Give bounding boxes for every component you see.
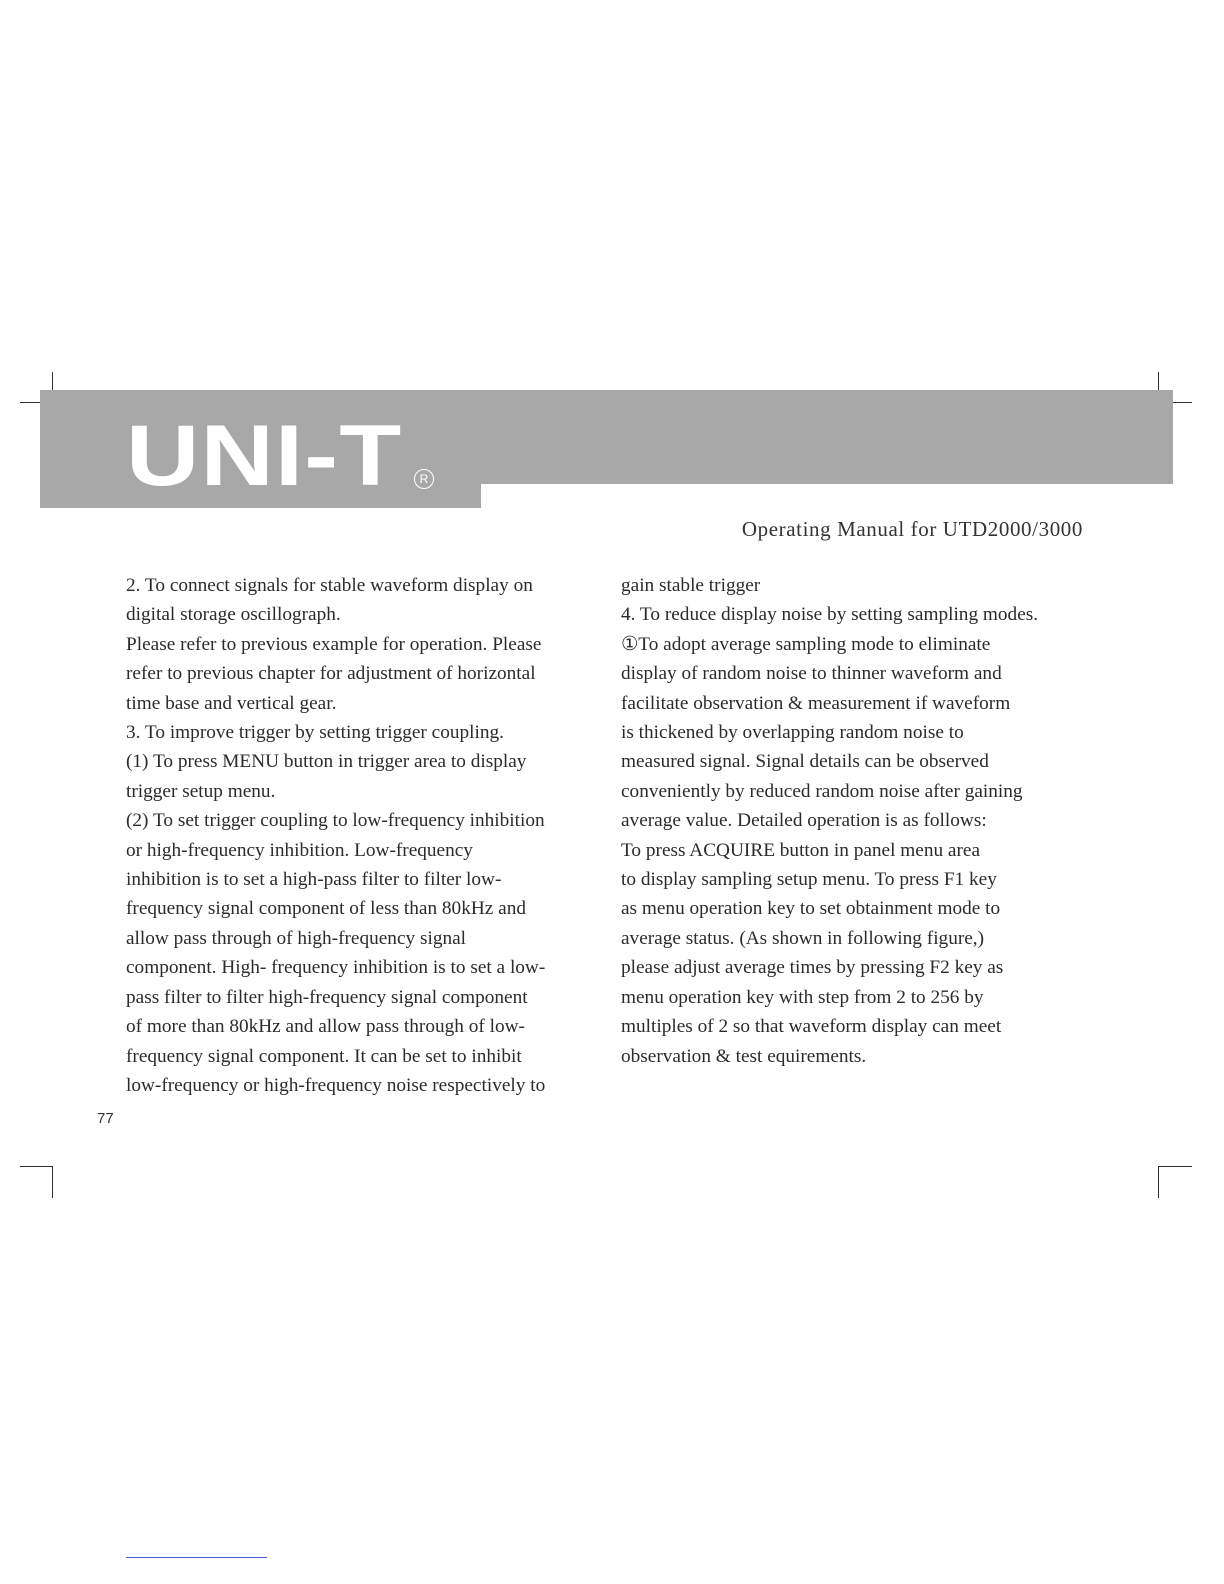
crop-mark-bottom-right-horizontal	[1158, 1166, 1192, 1167]
page-number: 77	[97, 1110, 114, 1127]
text-line: average status. (As shown in following figure,)	[621, 927, 985, 949]
text-line: 4. To reduce display noise by setting sampling modes.	[621, 604, 1039, 626]
crop-mark-bottom-right-vertical	[1158, 1166, 1159, 1198]
text-line: trigger setup menu.	[126, 780, 276, 802]
text-line: (2) To set trigger coupling to low-frequency inhibition	[126, 810, 545, 832]
text-line: refer to previous chapter for adjustment of horizontal	[126, 663, 536, 685]
text-line: of more than 80kHz and allow pass through of low-	[126, 1016, 525, 1038]
text-line: multiples of 2 so that waveform display can meet	[621, 1016, 1002, 1038]
text-line: observation & test equirements.	[621, 1045, 867, 1067]
text-line: facilitate observation & measurement if waveform	[621, 692, 1011, 714]
text-line: digital storage oscillograph.	[126, 604, 341, 626]
text-line: please adjust average times by pressing F2 key as	[621, 957, 1004, 979]
text-line: To press ACQUIRE button in panel menu area	[621, 839, 981, 861]
crop-mark-bottom-left-horizontal	[20, 1166, 53, 1167]
registered-trademark-icon: R	[414, 469, 434, 489]
manual-title: Operating Manual for UTD2000/3000	[741, 517, 1083, 541]
text-line: low-frequency or high-frequency noise respectively to	[126, 1074, 546, 1096]
text-line: 3. To improve trigger by setting trigger coupling.	[126, 722, 504, 744]
crop-mark-top-left-vertical	[52, 372, 53, 390]
text-line: measured signal. Signal details can be observed	[621, 751, 989, 773]
text-line: frequency signal component of less than 80kHz and	[126, 898, 526, 920]
text-line: 2. To connect signals for stable waveform display on	[126, 575, 533, 596]
text-line: component. High- frequency inhibition is to set a low-	[126, 957, 546, 979]
text-line: as menu operation key to set obtainment mode to	[621, 898, 1001, 920]
text-line: pass filter to filter high-frequency signal component	[126, 986, 528, 1008]
text-line: time base and vertical gear.	[126, 692, 337, 714]
crop-mark-top-right-vertical	[1158, 372, 1159, 390]
text-line: menu operation key with step from 2 to 256 by	[621, 986, 984, 1008]
text-line: is thickened by overlapping random noise to	[621, 722, 964, 744]
text-line: average value. Detailed operation is as follows:	[621, 810, 987, 832]
text-line: allow pass through of high-frequency signal	[126, 927, 467, 949]
text-line: conveniently by reduced random noise after gaining	[621, 780, 1023, 802]
footer-divider	[126, 1557, 267, 1558]
text-line: Please refer to previous example for operation. Please	[126, 633, 542, 655]
right-text-column	[621, 571, 1091, 1071]
text-line: gain stable trigger	[621, 575, 761, 596]
crop-mark-top-left-horizontal	[20, 402, 40, 403]
text-line: (1) To press MENU button in trigger area to display	[126, 751, 527, 773]
left-text-column	[126, 571, 598, 1100]
brand-logo: UNI-T	[126, 408, 403, 504]
text-line: inhibition is to set a high-pass filter to filter low-	[126, 869, 502, 891]
text-line: ①To adopt average sampling mode to eliminate	[621, 633, 991, 655]
crop-mark-top-right-horizontal	[1173, 402, 1192, 403]
crop-mark-bottom-left-vertical	[52, 1166, 53, 1198]
text-line: to display sampling setup menu. To press F1 key	[621, 869, 997, 891]
text-line: or high-frequency inhibition. Low-frequency	[126, 839, 473, 861]
text-line: frequency signal component. It can be set to inhibit	[126, 1045, 522, 1067]
text-line: display of random noise to thinner waveform and	[621, 663, 1002, 685]
